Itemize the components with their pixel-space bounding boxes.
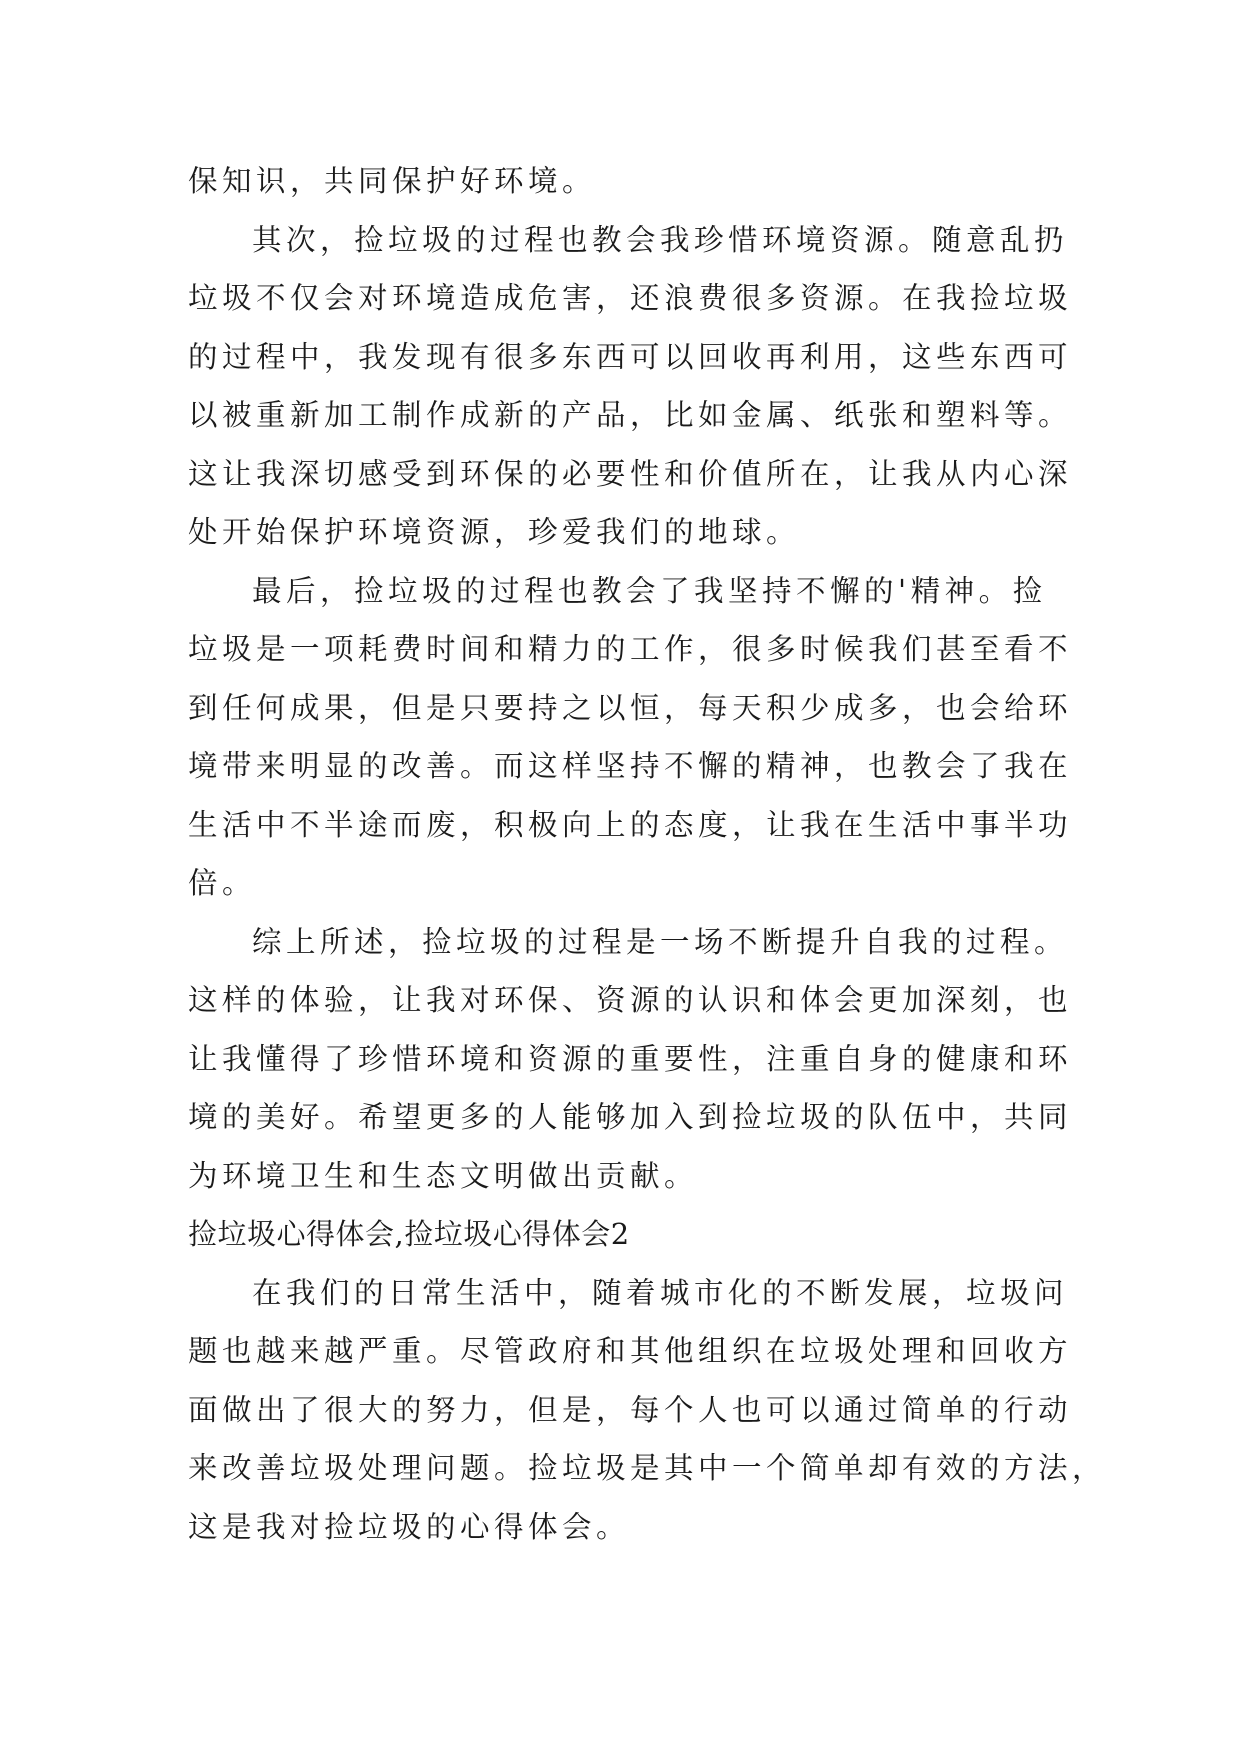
text-line: 这是我对捡垃圾的心得体会。 bbox=[188, 1509, 631, 1544]
text-line: 处开始保护环境资源，珍爱我们的地球。 bbox=[188, 515, 801, 549]
text-line: 为环境卫生和生态文明做出贡献。 bbox=[188, 1158, 699, 1193]
text-line: 来改善垃圾处理问题。捡垃圾是其中一个简单却有效的方法， bbox=[188, 1451, 1107, 1485]
text-line: 境的美好。希望更多的人能够加入到捡垃圾的队伍中，共同 bbox=[188, 1100, 1073, 1134]
section-heading: 捡垃圾心得体会,捡垃圾心得体会2 bbox=[188, 1217, 630, 1251]
paragraph-start-line: 其次，捡垃圾的过程也教会我珍惜环境资源。随意乱扔 bbox=[252, 222, 1069, 257]
text-line: 境带来明显的改善。而这样坚持不懈的精神，也教会了我在 bbox=[188, 749, 1073, 783]
text-line: 垃圾是一项耗费时间和精力的工作，很多时候我们甚至看不 bbox=[188, 632, 1073, 666]
document-body bbox=[188, 152, 1107, 1556]
text-line: 题也越来越严重。尽管政府和其他组织在垃圾处理和回收方 bbox=[188, 1334, 1073, 1368]
text-line: 到任何成果，但是只要持之以恒，每天积少成多，也会给环 bbox=[188, 690, 1073, 725]
paragraph-start-line: 最后，捡垃圾的过程也教会了我坚持不懈的'精神。捡 bbox=[252, 573, 1047, 608]
text-line: 的过程中，我发现有很多东西可以回收再利用，这些东西可 bbox=[188, 339, 1073, 374]
paragraph-start-line: 综上所述，捡垃圾的过程是一场不断提升自我的过程。 bbox=[252, 924, 1069, 959]
text-line: 面做出了很大的努力，但是，每个人也可以通过简单的行动 bbox=[188, 1392, 1073, 1427]
text-line: 让我懂得了珍惜环境和资源的重要性，注重自身的健康和环 bbox=[188, 1041, 1073, 1076]
text-line: 生活中不半途而废，积极向上的态度，让我在生活中事半功 bbox=[188, 807, 1073, 842]
paragraph-start-line: 在我们的日常生活中，随着城市化的不断发展，垃圾问 bbox=[252, 1275, 1069, 1310]
text-line: 保知识，共同保护好环境。 bbox=[188, 164, 597, 198]
text-line: 这样的体验，让我对环保、资源的认识和体会更加深刻，也 bbox=[188, 983, 1073, 1017]
text-line: 垃圾不仅会对环境造成危害，还浪费很多资源。在我捡垃圾 bbox=[188, 281, 1073, 315]
text-line: 倍。 bbox=[188, 866, 257, 900]
text-line: 这让我深切感受到环保的必要性和价值所在，让我从内心深 bbox=[188, 456, 1073, 491]
text-line: 以被重新加工制作成新的产品，比如金属、纸张和塑料等。 bbox=[188, 398, 1073, 432]
